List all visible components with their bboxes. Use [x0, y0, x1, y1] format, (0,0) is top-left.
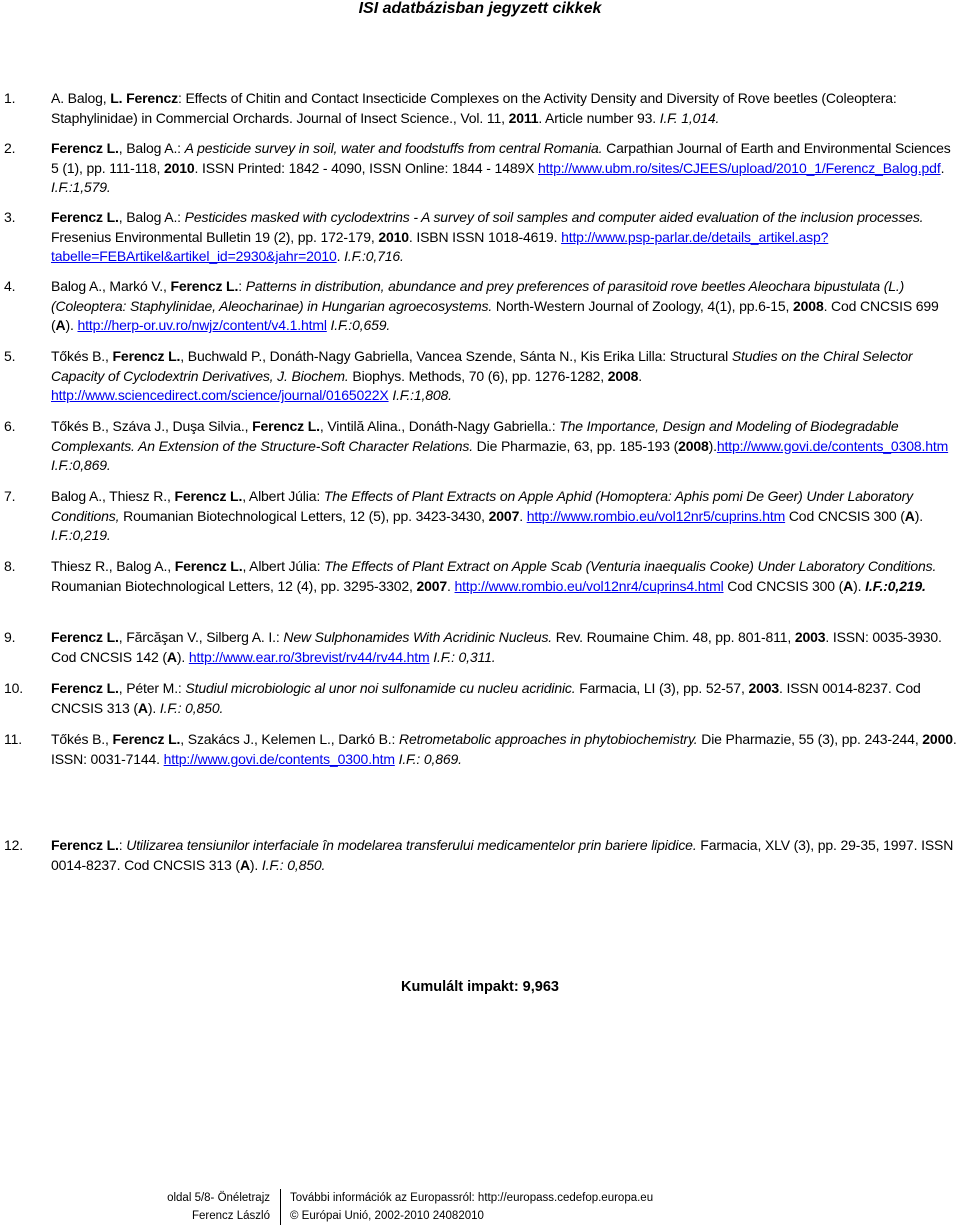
publication-number: 2. — [4, 140, 16, 156]
publication-text — [51, 277, 960, 336]
publication-text-segment: Balog A., Thiesz R., — [51, 488, 175, 504]
publication-text — [51, 836, 960, 875]
publication-text-segment: 2007 — [416, 577, 448, 594]
publication-text-segment: I.F.: 0,869. — [398, 750, 462, 767]
publication-text — [51, 730, 960, 769]
publication-link[interactable]: http://www.ear.ro/3brevist/rv44/rv44.htm — [188, 648, 430, 665]
publication-text-segment: A — [166, 648, 177, 665]
publication-text-segment: ). — [65, 317, 78, 333]
publication-text-segment: : — [238, 278, 246, 294]
publication-text-segment: Farmacia, XLV (3), pp. 29-35, 1997. ISSN 0014-8237. Cod CNCSIS 313 ( — [51, 837, 954, 873]
publication-link[interactable]: http://www.rombio.eu/vol12nr5/cuprins.htm — [526, 507, 786, 524]
publication-text-segment: Ferencz L. — [170, 278, 239, 294]
page-footer — [0, 1187, 960, 1227]
publication-text-segment: Ferencz L. — [252, 418, 320, 434]
publication-text-segment: The Importance, Design and Modeling of Biodegradable Complexants. An Extension of the Structure-Soft Character Relations. — [51, 418, 899, 454]
publication-number: 12. — [4, 837, 24, 853]
publication-text-segment: Ferencz L. — [112, 731, 181, 747]
publication-item — [4, 730, 960, 769]
footer-author-name: Ferencz László — [192, 1210, 270, 1222]
publication-link[interactable]: http://www.sciencedirect.com/science/journal/0165022X — [51, 387, 389, 403]
footer-page-number: oldal 5/8- Önéletrajz — [167, 1192, 270, 1204]
publication-item — [4, 417, 960, 476]
publication-text-segment: I.F.: 0,311. — [433, 648, 496, 665]
publication-text-segment: Ferencz L. — [51, 837, 119, 853]
publication-text-segment: I.F.:0,716. — [344, 248, 404, 264]
publication-text-segment: I.F.:1,579. — [51, 179, 111, 195]
publication-text-segment: I.F.: 0,850. — [261, 856, 326, 873]
footer-copyright: © Európai Unió, 2002-2010 24082010 — [290, 1210, 484, 1222]
publication-text-segment: The Effects of Plant Extracts on Apple Aphid (Homoptera: Aphis pomi De Geer) Under Laboratory Conditions, — [51, 488, 913, 524]
publication-text-segment: . Article number 93. — [538, 109, 660, 126]
publication-text-segment: . ISSN 0014-8237. Cod CNCSIS 313 ( — [51, 680, 921, 716]
publication-text-segment: Ferencz L. — [174, 488, 243, 504]
publication-text-segment: 2003 — [794, 629, 826, 645]
publication-text-segment: 2003 — [748, 680, 779, 696]
publication-text-segment: , Balog A.: — [118, 140, 185, 156]
publication-text — [51, 557, 960, 596]
publication-text — [51, 89, 960, 128]
publication-text-segment: North-Western Journal of Zoology, 4(1), pp.6-15, — [492, 297, 794, 314]
publication-text-segment: I.F.:1,808. — [392, 387, 452, 403]
publication-number: 11. — [4, 731, 22, 747]
publication-link[interactable]: http://www.ubm.ro/sites/CJEES/upload/2010_1/Ferencz_Balog.pdf — [538, 159, 941, 176]
publication-text-segment: Carpathian Journal of Earth and Environmental Sciences 5 (1), pp. 111-118, — [51, 140, 951, 176]
publication-text-segment: Studies on the Chiral Selector Capacity of Cyclodextrin Derivatives, J. Biochem. — [51, 348, 913, 384]
publication-text-segment: , Albert Júlia: — [242, 488, 324, 504]
footer-divider — [280, 1189, 281, 1225]
publication-number: 6. — [4, 418, 16, 434]
cumulative-impact: Kumulált impakt: 9,963 — [401, 979, 559, 995]
publication-text-segment: 2007 — [488, 507, 520, 524]
publication-text-segment: . — [638, 367, 643, 384]
publication-text-segment: Patterns in distribution, abundance and prey preferences of parasitoid rove beetles Aleochara bipustulata (L.) (Coleoptera: Staphylinidae, Aleocharinae) in Hungarian agroecosystems. — [51, 278, 905, 314]
publication-text-segment: , Péter M.: — [118, 680, 186, 696]
publication-number: 8. — [4, 558, 16, 574]
publication-text-segment: ). — [176, 648, 189, 665]
publication-text-segment: I.F.: 0,850. — [159, 699, 224, 716]
publication-text-segment: Balog A., Markó V., — [51, 278, 171, 294]
publication-text-segment: Ferencz L. — [51, 629, 119, 645]
publication-text-segment: . — [940, 159, 945, 176]
publication-text-segment: 2000 — [922, 731, 953, 747]
publication-text-segment: 2010 — [163, 159, 195, 176]
publication-text-segment: : Effects of Chitin and Contact Insecticide Complexes on the Activity Density and Diversity of Rove beetles (Coleoptera: Staphylinidae) in Commercial Orchards. Journal of Insect Science., Vol. 11, — [51, 90, 897, 126]
publication-item — [4, 487, 960, 546]
publication-text-segment: I.F.:0,219. — [865, 577, 926, 594]
publication-text-segment: 2008 — [607, 367, 639, 384]
footer-left — [167, 1189, 270, 1225]
publication-text-segment: , Buchwald P., Donáth-Nagy Gabriella, Vancea Szende, Sánta N., Kis Erika Lilla: Structural — [180, 348, 732, 364]
publication-link[interactable]: http://www.govi.de/contents_0308.htm — [716, 437, 949, 454]
publication-text-segment: A pesticide survey in soil, water and foodstuffs from central Romania. — [184, 140, 603, 156]
publication-text-segment: Thiesz R., Balog A., — [51, 558, 175, 574]
publication-item — [4, 628, 960, 667]
publication-text-segment: L. Ferencz — [110, 90, 178, 106]
publication-text-segment: . ISSN: 0031-7144. — [51, 731, 957, 767]
publication-text-segment: I.F.:0,869. — [51, 457, 111, 473]
publication-text-segment: Ferencz L. — [51, 680, 119, 696]
publication-text-segment: . Cod CNCSIS 699 ( — [51, 297, 939, 333]
publication-text-segment: ). — [914, 507, 923, 524]
publication-text-segment: Utilizarea tensiunilor interfaciale în modelarea transferului medicamentelor prin bariere lipidice. — [126, 837, 697, 853]
publication-item — [4, 89, 960, 128]
publication-text-segment: , Vintilă Alina., Donáth-Nagy Gabriella.: — [319, 418, 560, 434]
publication-text-segment: Die Pharmazie, 63, pp. 185-193 ( — [472, 437, 679, 454]
publication-item — [4, 139, 960, 198]
publication-text-segment: Roumanian Biotechnological Letters, 12 (4), pp. 3295-3302, — [51, 577, 417, 594]
publication-text-segment: Roumanian Biotechnological Letters, 12 (5), pp. 3423-3430, — [119, 507, 489, 524]
publication-text-segment: A — [843, 577, 854, 594]
publication-number: 9. — [4, 629, 16, 645]
publication-text-segment: I.F.:0,659. — [330, 317, 391, 333]
publication-text-segment: Tőkés B., — [51, 348, 113, 364]
publication-text-segment: ). — [708, 437, 717, 454]
publication-text-segment: Cod CNCSIS 300 ( — [785, 507, 905, 524]
publication-text-segment: ). — [853, 577, 866, 594]
footer-europass-info: További információk az Europassról: http://europass.cedefop.europa.eu — [290, 1192, 654, 1204]
publication-text-segment: . — [447, 577, 455, 594]
publication-text-segment: , Fărcăşan V., Silberg A. I.: — [118, 629, 284, 645]
publication-text — [51, 487, 960, 546]
publication-text-segment: The Effects of Plant Extract on Apple Scab (Venturia inaequalis Cooke) Under Laboratory Conditions. — [324, 558, 937, 574]
publication-text-segment: Ferencz L. — [174, 558, 243, 574]
publication-text-segment: Rev. Roumaine Chim. 48, pp. 801-811, — [552, 629, 795, 645]
publication-text-segment: Studiul microbiologic al unor noi sulfonamide cu nucleu acridinic. — [185, 680, 576, 696]
publication-text-segment: Fresenius Environmental Bulletin 19 (2), pp. 172-179, — [51, 228, 379, 245]
publication-text — [51, 208, 960, 267]
publication-text-segment: , Balog A.: — [118, 209, 185, 225]
publication-item — [4, 836, 960, 875]
publication-text-segment: A — [137, 699, 148, 716]
publication-text-segment: Die Pharmazie, 55 (3), pp. 243-244, — [697, 731, 923, 747]
publication-text-segment: 2010 — [378, 228, 409, 245]
publication-text-segment: A. Balog, — [51, 90, 111, 106]
publication-text-segment: . ISSN Printed: 1842 - 4090, ISSN Online: 1844 - 1489X — [194, 159, 539, 176]
footer-right — [290, 1189, 653, 1225]
publication-number: 4. — [4, 278, 16, 294]
publication-text-segment: Tőkés B., — [51, 731, 113, 747]
publication-item — [4, 208, 960, 267]
publication-text-segment: , Szakács J., Kelemen L., Darkó B.: — [180, 731, 399, 747]
publication-link[interactable]: http://www.psp-parlar.de/details_artikel.asp?tabelle=FEBArtikel&artikel_id=2930&jahr=2010 — [51, 228, 829, 264]
publication-text — [51, 417, 960, 476]
publication-text-segment: 2011 — [508, 109, 539, 126]
publication-text-segment: . — [336, 248, 345, 264]
publication-text-segment: Retrometabolic approaches in phytobiochemistry. — [398, 731, 698, 747]
publication-text — [51, 628, 960, 667]
publication-text-segment: Pesticides masked with cyclodextrins - A survey of soil samples and computer aided evaluation of the inclusion processes. — [184, 209, 924, 225]
publication-text-segment: ). — [147, 699, 160, 716]
publication-text-segment: A — [904, 507, 915, 524]
publication-text-segment: Biophys. Methods, 70 (6), pp. 1276-1282, — [348, 367, 608, 384]
publication-text-segment: Tőkés B., Száva J., Duşa Silvia., — [51, 418, 253, 434]
publication-text-segment: 2008 — [793, 297, 824, 314]
publication-number: 5. — [4, 348, 16, 364]
publication-text-segment: Ferencz L. — [51, 209, 119, 225]
publication-text-segment: : — [118, 837, 127, 853]
publication-text-segment: . — [519, 507, 527, 524]
publication-text-segment: I.F.:0,219. — [51, 527, 111, 543]
publication-text-segment: I.F. 1,014. — [659, 109, 720, 126]
publication-text — [51, 679, 960, 718]
publication-text-segment: . ISSN: 0035-3930. Cod CNCSIS 142 ( — [51, 629, 942, 665]
publication-link[interactable]: http://www.govi.de/contents_0300.htm — [163, 750, 395, 767]
publication-text — [51, 347, 960, 406]
publication-link[interactable]: http://www.rombio.eu/vol12nr4/cuprins4.html — [454, 577, 724, 594]
publication-link[interactable]: http://herp-or.uv.ro/nwjz/content/v4.1.html — [77, 317, 327, 333]
publication-text-segment: A — [239, 856, 250, 873]
publication-text-segment: , Albert Júlia: — [242, 558, 325, 574]
publication-number: 3. — [4, 209, 16, 225]
publication-text-segment: 2008 — [678, 437, 709, 454]
publication-item — [4, 277, 960, 336]
publication-text-segment: Cod CNCSIS 300 ( — [723, 577, 844, 594]
publication-text-segment: New Sulphonamides With Acridinic Nucleus. — [283, 629, 553, 645]
publication-number: 7. — [4, 488, 16, 504]
publication-text-segment: Ferencz L. — [51, 140, 119, 156]
publication-text — [51, 139, 960, 198]
publication-text-segment: . ISBN ISSN 1018-4619. — [408, 228, 562, 245]
publication-item — [4, 557, 960, 596]
publication-text-segment: Farmacia, LI (3), pp. 52-57, — [575, 680, 749, 696]
publication-number: 10. — [4, 680, 24, 696]
publication-text-segment: Ferencz L. — [112, 348, 181, 364]
page-title: ISI adatbázisban jegyzett cikkek — [358, 0, 602, 17]
publication-item — [4, 347, 960, 406]
publication-text-segment: A — [55, 317, 66, 333]
publication-number: 1. — [4, 90, 16, 106]
publication-text-segment: ). — [249, 856, 262, 873]
publication-item — [4, 679, 960, 718]
